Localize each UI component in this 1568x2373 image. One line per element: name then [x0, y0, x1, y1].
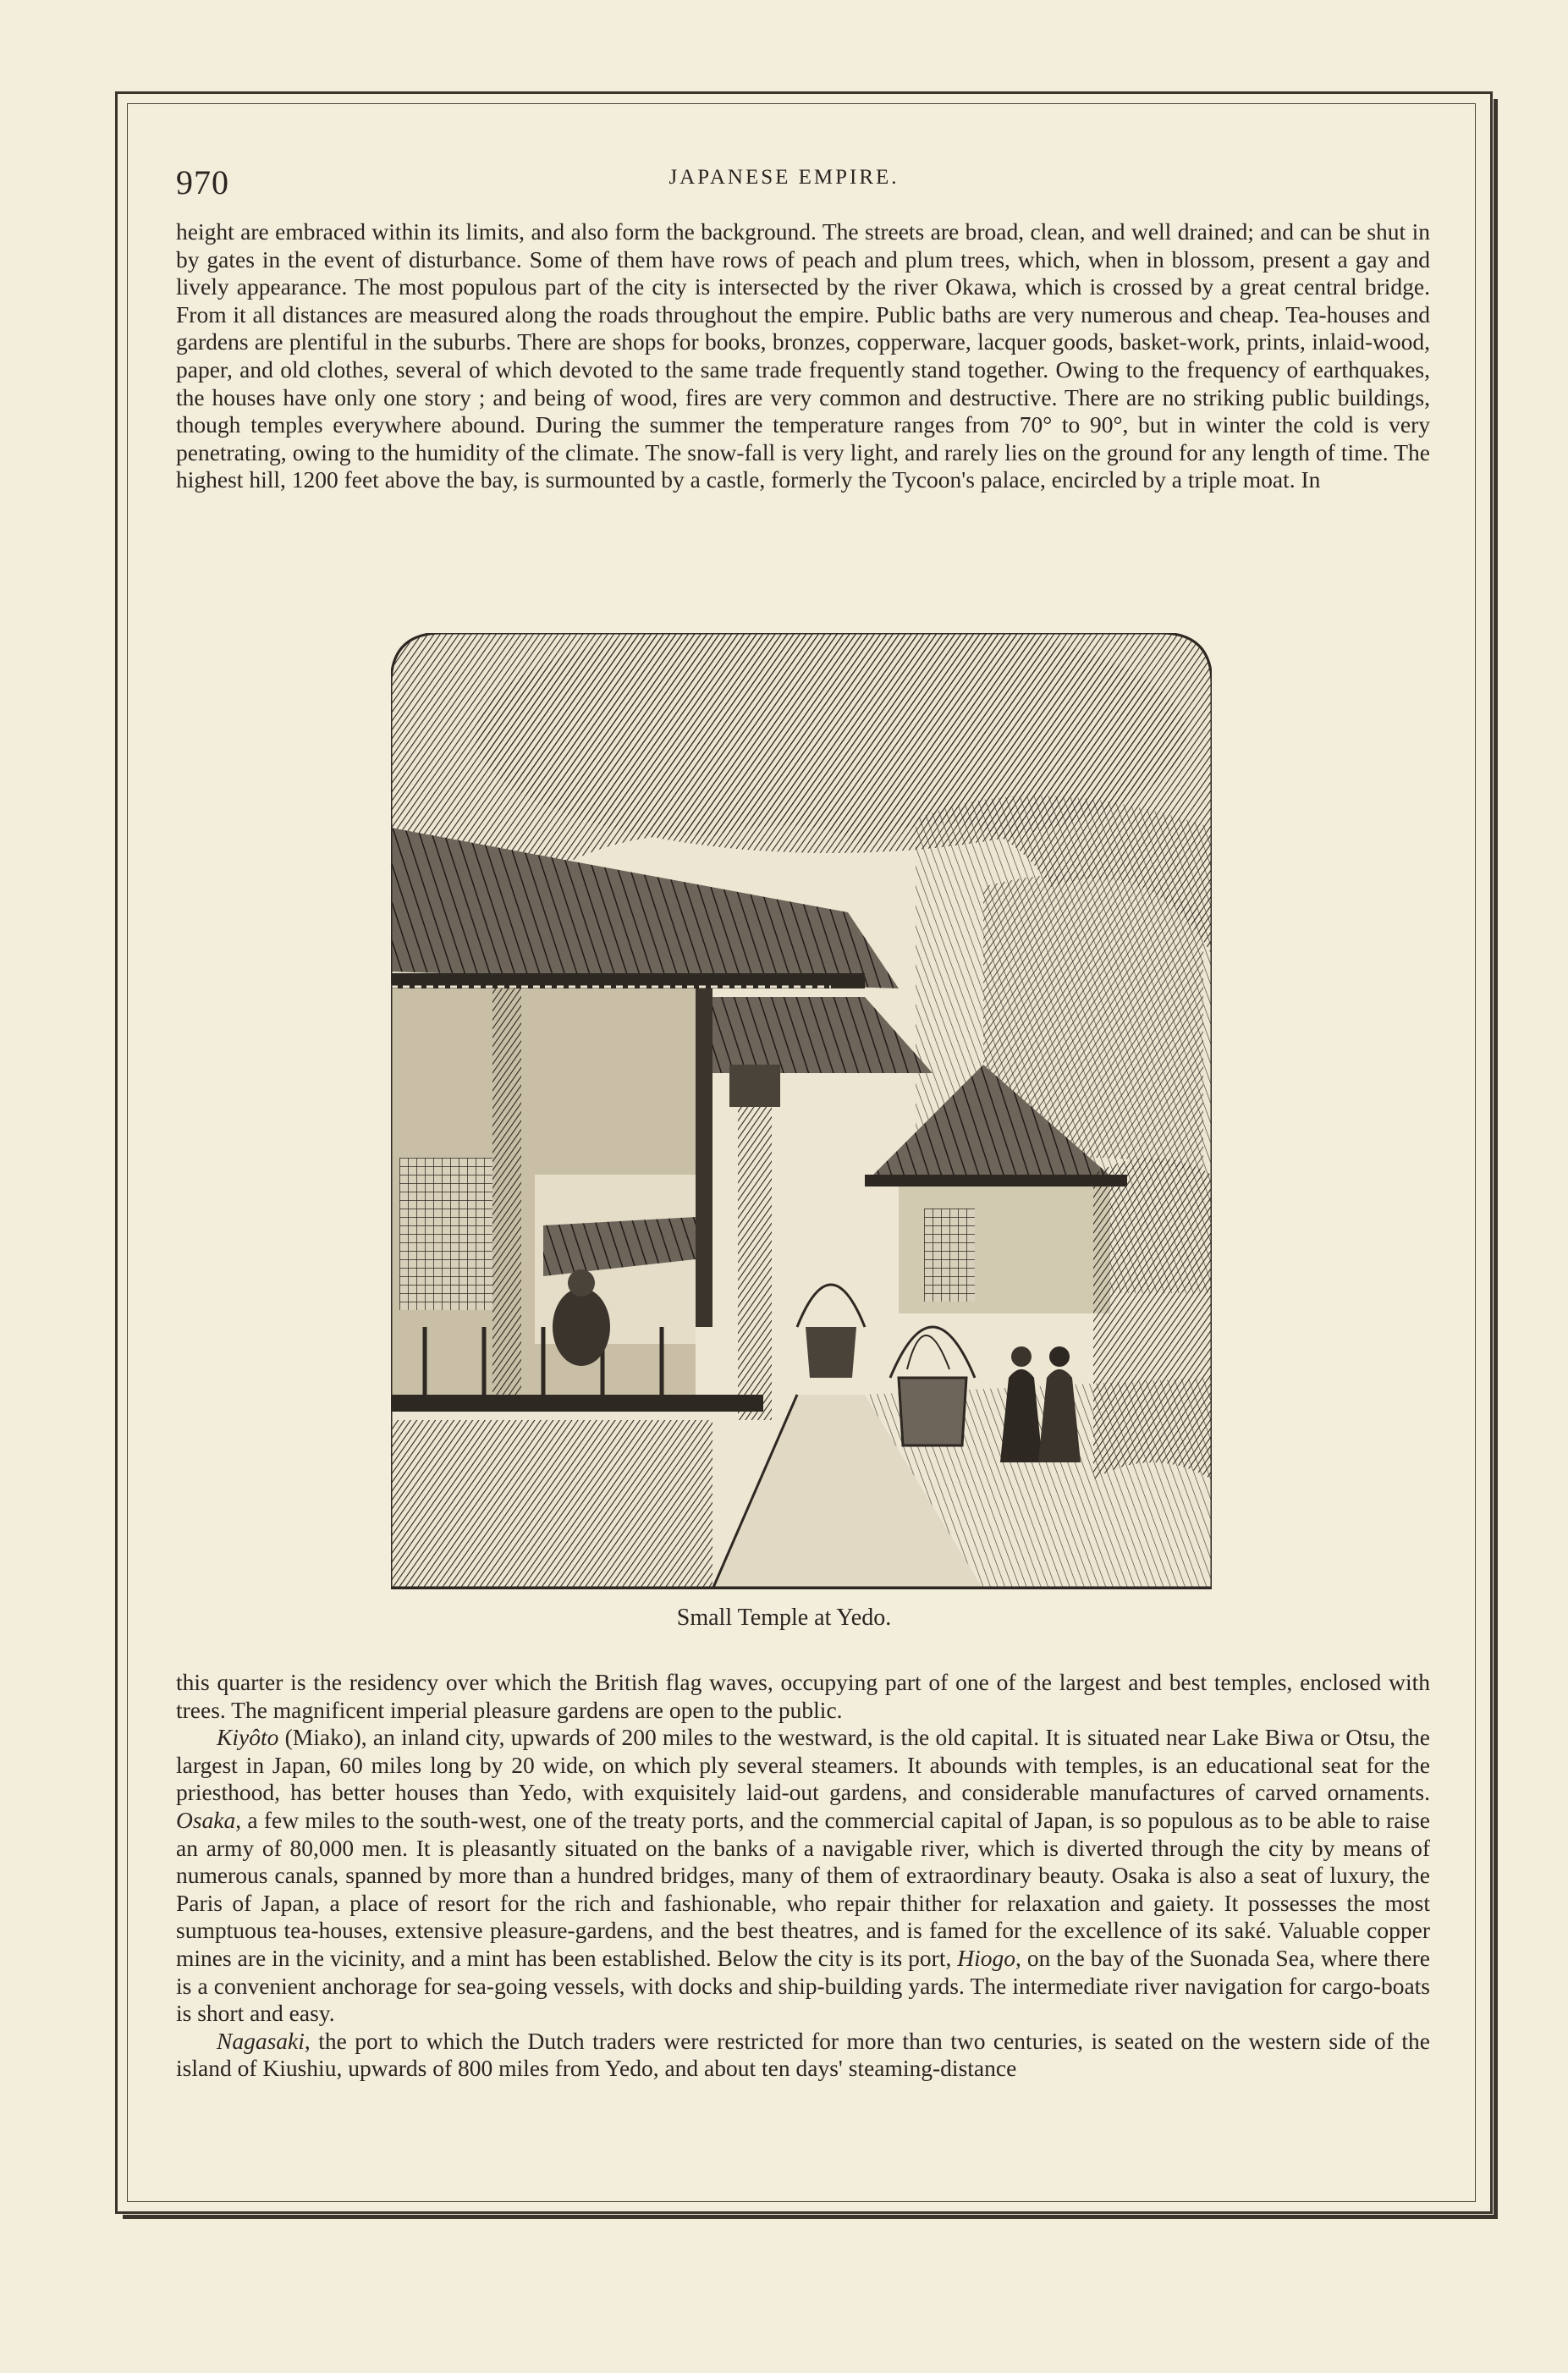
upper-text-block — [176, 218, 1430, 494]
place-name-osaka: Osaka — [176, 1806, 236, 1833]
place-name-kiyoto: Kiyôto — [217, 1724, 279, 1751]
paragraph-2-text-c: , on the bay of the Suonada Sea, where there is a convenient anchorage for sea-going vessels, with docks and ship-building yards. The intermediate river navigation for cargo-boats is short and easy. — [176, 1944, 1430, 2027]
paragraph-3-text: , the port to which the Dutch traders were restricted for more than two centuries, is seated on the western side of the island of Kiushiu, upwards of 800 miles from Yedo, and about ten days' steaming-distance — [176, 2027, 1430, 2082]
paragraph-2-text-a: (Miako), an inland city, upwards of 200 miles to the westward, is the old capital. It is situated near Lake Biwa or Otsu, the largest in Japan, 60 miles long by 20 wide, on which ply several steamers. It abounds with temples, is an educational seat for the priesthood, has better houses than Yedo, with exquisitely laid-out gardens, and considerable manufactures of carved ornaments. — [176, 1724, 1430, 1806]
figure-caption: Small Temple at Yedo. — [676, 1605, 892, 1631]
lower-paragraph-3 — [176, 2028, 1430, 2083]
running-head: JAPANESE EMPIRE. — [668, 166, 900, 189]
upper-paragraph: height are embraced within its limits, and also form the background. The streets are broad, clean, and well drained; and can be shut in by gates in the event of disturbance. Some of them have rows of peach and plum trees, which, when in blossom, present a gay and lively appearance. The most populous part of the city is intersected by the river Okawa, which is crossed by a great central bridge. From it all distances are measured along the roads throughout the empire. Public baths are very numerous and cheap. Tea-houses and gardens are plentiful in the suburbs. There are shops for books, bronzes, copperware, lacquer goods, basket-work, prints, inlaid-wood, paper, and old clothes, several of which devoted to the same trade frequently stand together. Owing to the frequency of earthquakes, the houses have only one story ; and being of wood, fires are very common and destructive. There are no striking public buildings, though temples everywhere abound. During the summer the temperature ranges from 70° to 90°, but in winter the cold is very penetrating, owing to the humidity of the climate. The snow-fall is very light, and rarely lies on the ground for any length of time. The highest hill, 1200 feet above the bay, is surmounted by a castle, formerly the Tycoon's palace, encircled by a triple moat. In — [176, 218, 1430, 493]
lower-paragraph-2 — [176, 1724, 1430, 2028]
page-number: 970 — [176, 163, 229, 201]
lower-text-block — [176, 1669, 1430, 2083]
place-name-hiogo: Hiogo — [957, 1944, 1016, 1971]
place-name-nagasaki: Nagasaki — [217, 2027, 305, 2054]
paragraph-2-text-b: , a few miles to the south-west, one of the treaty ports, and the commercial capital of Japan, is so populous as to be able to raise an army of 80,000 men. It is pleasantly situated on the banks of a navigable river, which is diverted through the city by means of numerous canals, spanned by more than a hundred bridges, many of them of extraordinary beauty. Osaka is also a seat of luxury, the Paris of Japan, a place of resort for the rich and fashionable, who repair thither for relaxation and gaiety. It possesses the most sumptuous tea-houses, extensive pleasure-gardens, and the best theatres, and is famed for the excellence of its saké. Valuable copper mines are in the vicinity, and a mint has been established. Below the city is its port, — [176, 1806, 1430, 1971]
lower-paragraph-1: this quarter is the residency over which the British flag waves, occupying part of one of the largest and best temples, enclosed with trees. The magnificent imperial pleasure gardens are open to the public. — [176, 1669, 1430, 1723]
temple-engraving-illustration — [391, 633, 1212, 1589]
